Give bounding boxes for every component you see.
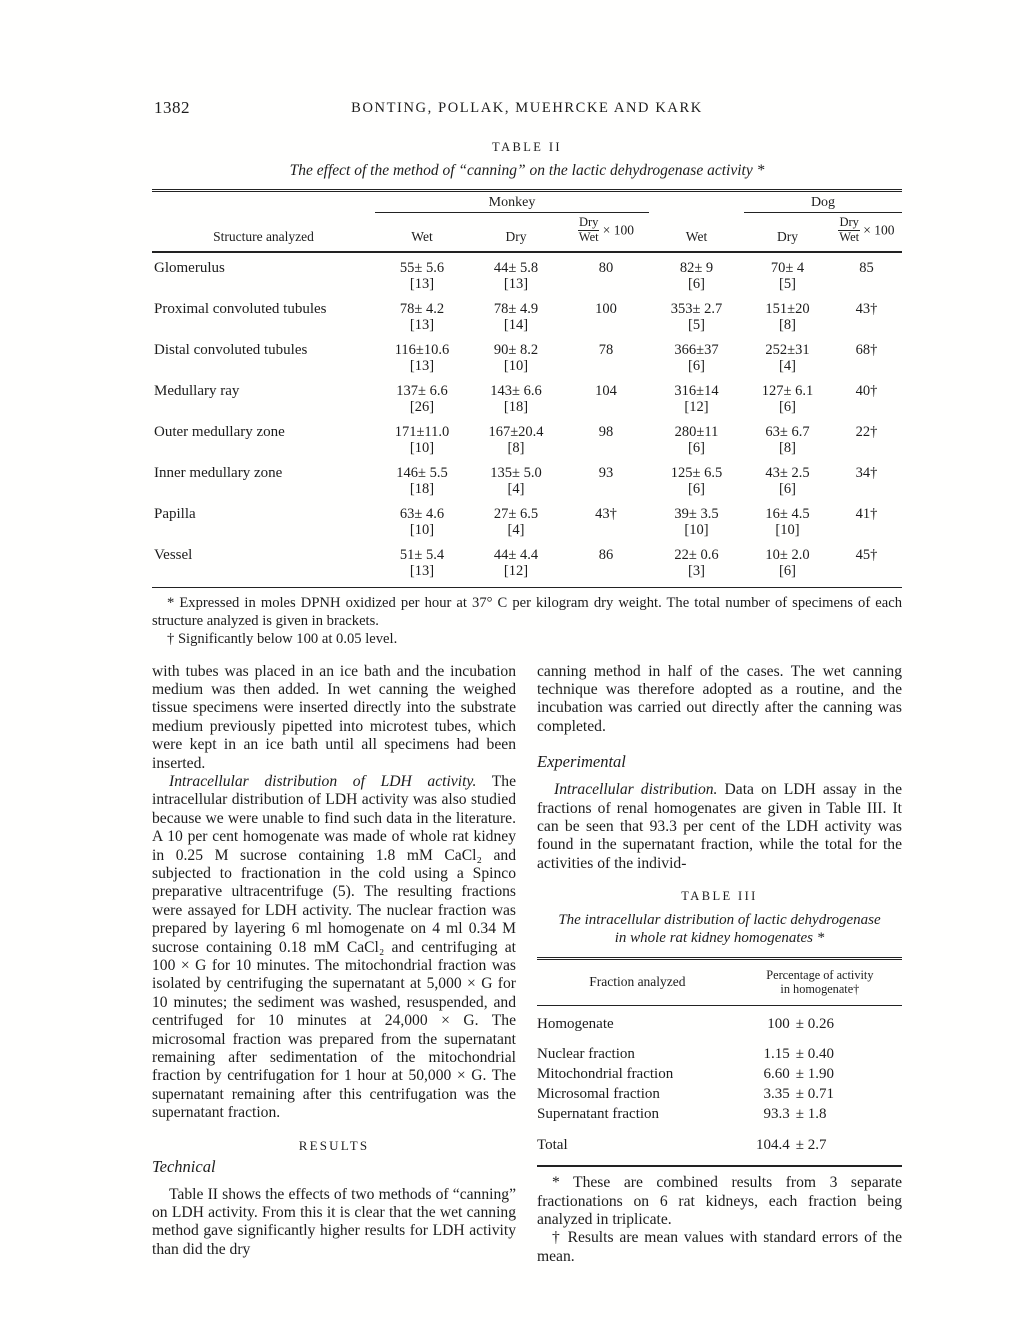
monkey-wet-cell: 63± 4.6 [10]: [375, 499, 469, 540]
table-row: [152, 540, 902, 588]
paragraph-lead-italic: Intracellular distribution.: [554, 781, 718, 799]
paragraph-lead-italic: Intracellular distribution of LDH activity.: [169, 772, 477, 790]
table-row: [152, 376, 902, 417]
dog-dry-cell: 252±31 [4]: [744, 335, 831, 376]
structure-name: Inner medullary zone: [154, 464, 283, 481]
column-header-fraction: Fraction analyzed: [537, 959, 738, 1006]
table-row: [152, 417, 902, 458]
table3-footnotes: [537, 1174, 902, 1266]
structure-name: Outer medullary zone: [154, 423, 285, 440]
results-heading: RESULTS: [298, 1137, 370, 1153]
specimen-count: [8]: [779, 317, 796, 333]
monkey-dry-cell: 143± 6.6 [18]: [469, 376, 563, 417]
specimen-count: [3]: [688, 563, 705, 579]
percentage-cell: 6.60 ± 1.90: [763, 1066, 834, 1083]
dog-dry-cell: 16± 4.5 [10]: [744, 499, 831, 540]
dry-wet-fraction: $\frac{\text{Dry}}{\text{Wet}}$: [578, 215, 599, 244]
specimen-count: [6]: [688, 276, 705, 292]
table3: [537, 957, 902, 1167]
specimen-count: [8]: [507, 440, 525, 456]
dog-wet-cell: 316±14 [12]: [649, 376, 744, 417]
table-row: [152, 252, 902, 294]
monkey-wet-cell: 78± 4.2 [13]: [375, 294, 469, 335]
dog-wet-cell: 353± 2.7 [5]: [649, 294, 744, 335]
structure-name: Proximal convoluted tubules: [154, 300, 327, 317]
specimen-count: [6]: [779, 481, 796, 497]
table-row: [152, 499, 902, 540]
column-header-monkey-ratio: $\frac{\text{Dry}}{\text{Wet}}$ × 100: [563, 213, 649, 252]
specimen-count: [18]: [409, 481, 435, 497]
specimen-count: [4]: [507, 481, 525, 497]
specimen-count: [5]: [688, 317, 705, 333]
dog-dry-cell: 10± 2.0 [6]: [744, 540, 831, 588]
monkey-wet-cell: 171±11.0 [10]: [375, 417, 469, 458]
specimen-count: [6]: [779, 399, 796, 415]
dog-dry-cell: 43± 2.5 [6]: [744, 458, 831, 499]
dog-dry-cell: 127± 6.1 [6]: [744, 376, 831, 417]
running-head: BONTING, POLLAK, MUEHRCKE AND KARK: [351, 100, 703, 116]
table-row: [537, 1105, 902, 1125]
specimen-count: [10]: [775, 522, 800, 538]
table-row: [152, 458, 902, 499]
body-columns: [152, 663, 902, 1267]
table-row-total: [537, 1125, 902, 1166]
fraction-name: Total: [537, 1137, 568, 1154]
column-header-structure: Structure analyzed: [152, 191, 375, 252]
monkey-ratio-cell: 78: [598, 341, 614, 358]
monkey-ratio-cell: 80: [598, 259, 614, 276]
page-number: 1382: [154, 98, 190, 117]
paragraph-intracellular-distribution: Intracellular distribution. Data on LDH assay in the fractions of renal homogenates are given in Table III. It can be seen that 93.3 per cent of the LDH activity was found in the supernatant fraction, while the total for the activities of the individ-: [537, 781, 902, 872]
table2: [152, 189, 902, 588]
table3-caption: TABLE III: [681, 889, 758, 904]
dry-wet-fraction: $\frac{\text{Dry}}{\text{Wet}}$: [839, 215, 860, 244]
structure-name: Vessel: [154, 546, 193, 563]
specimen-count: [6]: [688, 358, 705, 374]
dog-ratio-cell: 41†: [855, 505, 878, 522]
column-header-monkey-wet: Wet: [375, 213, 469, 252]
table3-title: The intracellular distribution of lactic dehydrogenase in whole rat kidney homogenates *: [558, 912, 881, 947]
dog-wet-cell: 22± 0.6 [3]: [649, 540, 744, 588]
specimen-count: [5]: [779, 276, 796, 292]
dog-ratio-cell: 34†: [855, 464, 878, 481]
specimen-count: [13]: [409, 563, 435, 579]
specimen-count: [10]: [684, 522, 709, 538]
paragraph-technical: Table II shows the effects of two methods of “canning” on LDH activity. From this it is clear that the wet canning method gave significantly higher results for LDH activity than did the dry: [152, 1185, 516, 1258]
table2-footnote-dagger: † Significantly below 100 at 0.05 level.: [167, 630, 398, 647]
paragraph-continuation: with tubes was placed in an ice bath and the incubation medium was then added. In wet canning the weighed tissue specimens were inserted directly into the substrate medium previously pipetted into microtest tubes, which were kept in an ice bath until all specimens had been inserted.: [152, 662, 516, 772]
monkey-ratio-cell: 104: [595, 382, 617, 399]
monkey-ratio-cell: 93: [598, 464, 614, 481]
fraction-name: Supernatant fraction: [537, 1106, 660, 1123]
structure-name: Distal convoluted tubules: [154, 341, 308, 358]
dog-wet-cell: 125± 6.5 [6]: [649, 458, 744, 499]
table3-header-row: [537, 959, 902, 1006]
dog-ratio-cell: 22†: [855, 423, 878, 440]
table-row: [152, 294, 902, 335]
column-header-percentage: Percentage of activity in homogenate†: [738, 959, 902, 1006]
table2-caption: TABLE II: [492, 140, 562, 154]
dog-ratio-cell: 45†: [855, 546, 878, 563]
column-group-monkey: Monkey: [375, 191, 649, 213]
monkey-wet-cell: 116±10.6 [13]: [375, 335, 469, 376]
specimen-count: [6]: [688, 440, 705, 456]
dog-ratio-cell: 43†: [855, 300, 878, 317]
paragraph-intracellular-ldh: Intracellular distribution of LDH activity. The intracellular distribution of LDH activity was also studied because we were unable to find such data in the literature. A 10 per cent homogenate was made of whole rat kidney in 0.25 M sucrose containing 1.8 mM CaCl₂ and subjected to fractionation in the cold using a Spinco preparative ultracentrifuge (5). The resulting fractions were assayed for LDH activity. The nuclear fraction was prepared by layering 6 ml homogenate on 4 ml 0.34 M sucrose containing 0.18 mM CaCl₂ and centrifuging at 100 × G for 10 minutes. The mitochondrial fraction was isolated by centrifuging the supernatant at 5,000 × G for 10 minutes; the sediment was washed, resuspended, and centrifuged for 10 minutes at 24,000 × G. The microsomal fraction was prepared from the supernatant remaining after sedimentation of the mitochondrial fraction by centrifugation for 1 hour at 50,000 × G. The supernatant remaining after this centrifugation was the supernatant fraction.: [152, 772, 516, 1122]
specimen-count: [10]: [503, 358, 529, 374]
column-group-dog: Dog: [744, 191, 902, 213]
structure-name: Papilla: [154, 505, 196, 522]
left-column: [152, 663, 516, 1267]
structure-name: Medullary ray: [154, 382, 240, 399]
specimen-count: [4]: [507, 522, 525, 538]
paragraph-continuation: canning method in half of the cases. The wet canning technique was therefore adopted as a routine, and the incubation was carried out directly after the canning was completed.: [537, 662, 902, 735]
table3-footnote-asterisk: * These are combined results from 3 separate fractionations on 6 rat kidneys, each fraction being analyzed in triplicate.: [537, 1174, 902, 1228]
specimen-count: [13]: [503, 276, 529, 292]
monkey-dry-cell: 167±20.4 [8]: [469, 417, 563, 458]
table3-section: [537, 889, 902, 1266]
percentage-cell: 104.4 ± 2.7: [756, 1137, 827, 1154]
column-header-dog-wet: Wet: [649, 213, 744, 252]
dog-wet-cell: 39± 3.5 [10]: [649, 499, 744, 540]
dog-wet-cell: 280±11 [6]: [649, 417, 744, 458]
monkey-wet-cell: 137± 6.6 [26]: [375, 376, 469, 417]
experimental-heading: Experimental: [537, 752, 626, 772]
column-header-dog-ratio: $\frac{\text{Dry}}{\text{Wet}}$ × 100: [831, 213, 902, 252]
specimen-count: [10]: [409, 522, 435, 538]
monkey-dry-cell: 44± 4.4 [12]: [469, 540, 563, 588]
dog-wet-cell: 366±37 [6]: [649, 335, 744, 376]
specimen-count: [4]: [779, 358, 796, 374]
specimen-count: [8]: [779, 440, 796, 456]
specimen-count: [14]: [503, 317, 529, 333]
monkey-ratio-cell: 43†: [595, 505, 617, 522]
structure-name: Glomerulus: [154, 259, 225, 276]
specimen-count: [10]: [409, 440, 435, 456]
monkey-wet-cell: 55± 5.6 [13]: [375, 252, 469, 294]
page-header: [152, 98, 902, 120]
specimen-count: [12]: [503, 563, 529, 579]
monkey-ratio-cell: 98: [598, 423, 614, 440]
monkey-dry-cell: 27± 6.5 [4]: [469, 499, 563, 540]
percentage-cell: 1.15 ± 0.40: [763, 1046, 834, 1063]
monkey-dry-cell: 90± 8.2 [10]: [469, 335, 563, 376]
specimen-count: [12]: [684, 399, 709, 415]
monkey-dry-cell: 44± 5.8 [13]: [469, 252, 563, 294]
table2-title: The effect of the method of “canning” on the lactic dehydrogenase activity *: [289, 162, 765, 179]
table-row: [537, 1065, 902, 1085]
specimen-count: [13]: [409, 317, 435, 333]
specimen-count: [18]: [503, 399, 529, 415]
dog-ratio-cell: 68†: [855, 341, 878, 358]
specimen-count: [13]: [409, 358, 435, 374]
fraction-name: Homogenate: [537, 1016, 614, 1033]
table2-group-row: [152, 191, 902, 213]
technical-heading: Technical: [152, 1156, 216, 1176]
monkey-dry-cell: 135± 5.0 [4]: [469, 458, 563, 499]
table2-footnotes: [152, 594, 902, 648]
dog-dry-cell: 151±20 [8]: [744, 294, 831, 335]
fraction-name: Mitochondrial fraction: [537, 1066, 674, 1083]
percentage-cell: 100 ± 0.26: [767, 1016, 834, 1033]
table-row: [537, 1045, 902, 1065]
specimen-count: [6]: [688, 481, 705, 497]
fraction-name: Nuclear fraction: [537, 1046, 635, 1063]
table-row: [537, 1006, 902, 1046]
column-header-monkey-dry: Dry: [469, 213, 563, 252]
table2-section: [152, 140, 902, 648]
percentage-cell: 93.3 ± 1.8: [763, 1106, 827, 1123]
right-column: [537, 663, 902, 1267]
table-row: [152, 335, 902, 376]
table2-footnote-asterisk: * Expressed in moles DPNH oxidized per hour at 37° C per kilogram dry weight. The total number of specimens of each structure analyzed is given in brackets.: [152, 594, 902, 629]
monkey-ratio-cell: 86: [598, 546, 614, 563]
specimen-count: [26]: [409, 399, 435, 415]
monkey-wet-cell: 146± 5.5 [18]: [375, 458, 469, 499]
dog-ratio-cell: 85: [859, 259, 874, 276]
fraction-name: Microsomal fraction: [537, 1086, 660, 1103]
dog-dry-cell: 63± 6.7 [8]: [744, 417, 831, 458]
table-row: [537, 1085, 902, 1105]
monkey-ratio-cell: 100: [595, 300, 617, 317]
dog-dry-cell: 70± 4 [5]: [744, 252, 831, 294]
percentage-cell: 3.35 ± 0.71: [763, 1086, 834, 1103]
dog-ratio-cell: 40†: [855, 382, 878, 399]
dog-wet-cell: 82± 9 [6]: [649, 252, 744, 294]
column-header-dog-dry: Dry: [744, 213, 831, 252]
table3-footnote-dagger: † Results are mean values with standard errors of the mean.: [537, 1229, 902, 1265]
specimen-count: [13]: [409, 276, 435, 292]
specimen-count: [6]: [779, 563, 796, 579]
monkey-dry-cell: 78± 4.9 [14]: [469, 294, 563, 335]
monkey-wet-cell: 51± 5.4 [13]: [375, 540, 469, 588]
